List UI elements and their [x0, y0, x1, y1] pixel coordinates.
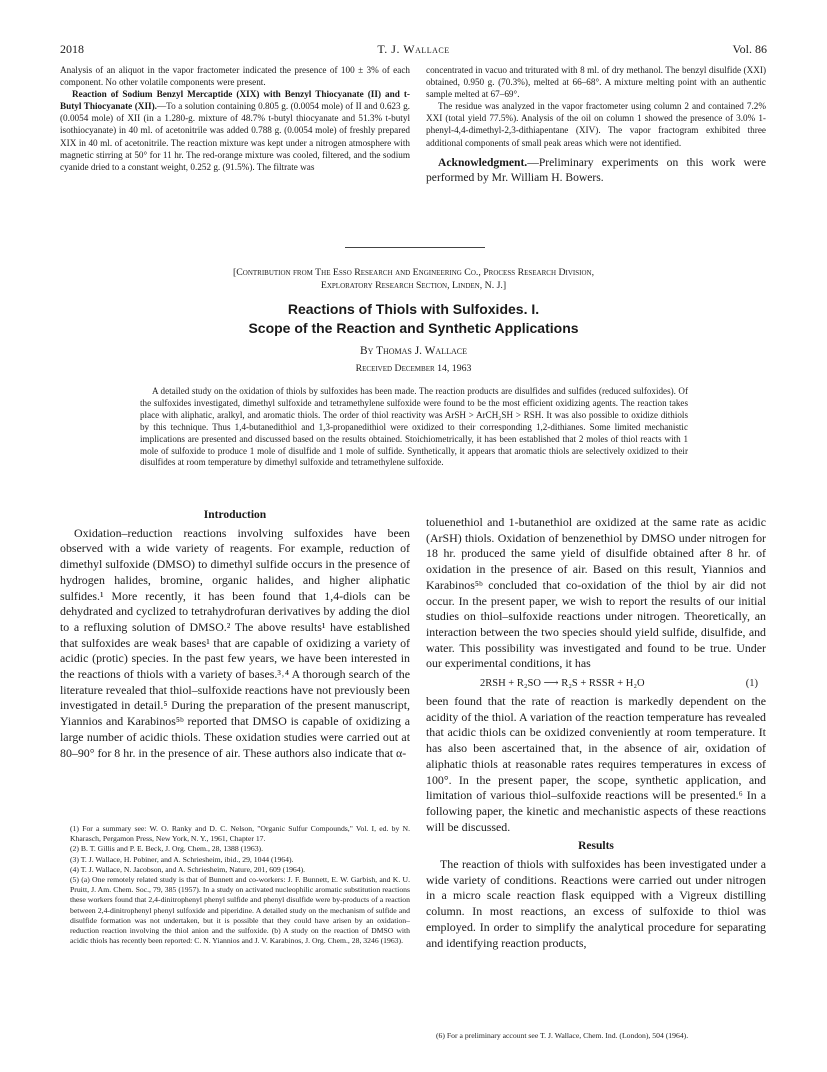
introduction-heading: Introduction	[203, 509, 267, 521]
equation-text: 2RSH + R₂SO ⟶ R₂S + RSSR + H₂O	[480, 678, 645, 690]
footnote-2: (2) B. T. Gillis and P. E. Beck, J. Org. Chem., 28, 1388 (1963).	[70, 844, 264, 854]
prev-article-left-column	[60, 64, 410, 173]
footnote-3: (3) T. J. Wallace, H. Pobiner, and A. Schriesheim, ibid., 29, 1044 (1964).	[70, 854, 294, 864]
article-separator	[345, 247, 485, 248]
results-text: The reaction of thiols with sulfoxides has been investigated under a wide variety of conditions. Reactions were carried out under nitrogen in a micro scale reaction flask equipped with a Vigreux distilling column. In most reactions, an excess of sulfoxide to thiol was employed. In order to simplify the analytical procedure for separating and identifying reaction products,	[426, 857, 766, 950]
introduction-text: Oxidation–reduction reactions involving sulfoxides have been observed with a wide variety of reagents. For example, reduction of dimethyl sulfoxide (DMSO) to dimethyl sulfide occurs in the presence of hydrogen halides, bromine, organic halides, and higher aliphatic sulfides.¹ More recently, it has been found that 1,4-diols can be dehydrated and cyclized to tetrahydrofuran derivatives by adding the diol to a refluxing solution of DMSO.² The above results¹ have established that sulfoxides are weak bases¹ that are capable of oxidizing a variety of acidic (protic) species. In the past few years, we have been interested in the reactions of thiols with a variety of bases.³˒⁴ A thorough search of the literature revealed that thiol–sulfoxide reactions have not previously been investigated in detail.⁵ During the preparation of the present manuscript, Yiannios and Karabinos⁵ᵇ reported that DMSO is capable of oxidizing a large number of acidic thiols. These oxidation studies were carried out at 80–90° for 8 hr. in the presence of air. These authors also indicate that α-	[60, 525, 410, 760]
prev-right-paragraph-2: The residue was analyzed in the vapor fractometer using column 2 and contained 7.2% XXI (total yield 77.5%). Analysis of the oil on column 1 showed the presence of 3.0% 1-phenyl-4,4-dimethyl-2,3-dithiapentane (XIV). The vapor fractogram exhibited three additional components of small peak areas which were not identified.	[426, 101, 766, 148]
footnote-6: (6) For a preliminary account see T. J. Wallace, Chem. Ind. (London), 504 (1964).	[436, 1031, 689, 1040]
prev-left-reaction-body: —To a solution containing 0.805 g. (0.0054 mole) of II and 0.623 g. (0.0054 mole) of XII (in a 1.280-g. mixture of 48.7% t-butyl thiocyanate and 51.3% t-butyl isothiocyanate) in 40 ml. of acetonitrile was added 0.788 g. (0.0054 mole) of freshly prepared XIX in 40 ml. of acetonitrile. The reaction mixture was kept under a nitrogen atmosphere with magnetic stirring at 50° for 11 hr. The red-orange mixture was cooled, filtered, and the sodium cyanide dried to a constant weight, 0.252 g. (91.5%). The filtrate was	[60, 101, 410, 172]
prev-article-right-column	[426, 64, 766, 186]
contribution-line-2: Exploratory Research Section, Linden, N. J.]	[320, 279, 507, 291]
main-left-column	[60, 508, 410, 761]
article-title-line-2: Scope of the Reaction and Synthetic Applications	[248, 320, 579, 336]
article-title-line-1: Reactions of Thiols with Sulfoxides. I.	[287, 301, 540, 317]
footnote-5: (5) (a) One remotely related study is that of Bunnett and co-workers: J. F. Bunnett, E. W. Garbish, and K. U. Pruitt, J. Am. Chem. Soc., 79, 385 (1957). In a study on activated nucleophilic aromatic substitution reactions these workers found that 2,4-dinitrophenyl phenyl sulfide and phenyl disulfide were by-products of a reaction between 2,4-dinitrophenyl phenyl sulfoxide and piperidine. A detailed study on the mechanism of sulfide and disulfide formation was not undertaken, but it is possible that they could have arisen by an oxidation–reduction reaction involving the thiol anion and the sulfoxide. (b) A study on the reaction of DMSO with acidic thiols has recently been reported: C. N. Yiannios and J. V. Karabinos, J. Org. Chem., 28, 3246 (1963).	[70, 875, 410, 946]
footnotes-left	[60, 824, 410, 946]
right-paragraph-1: toluenethiol and 1-butanethiol are oxidized at the same rate as acidic (ArSH) thiols. Oxidation of benzenethiol by DMSO under nitrogen for 18 hr. produced the same yield of disulfide obtained after 8 hr. of oxidation in the presence of air. Based on this result, Yiannios and Karabinos⁵ᵇ concluded that co-oxidation of the thiol by air did not occur. In the present paper, we wish to report the results of our initial studies on thiol–sulfoxide reactions under nitrogen. Theoretically, an interaction between the two species should yield sulfide, disulfide, and water. This possibility was investigated and found to be true. Under our experimental conditions, it has	[426, 515, 766, 671]
equation-1	[426, 672, 766, 694]
footnotes-right	[426, 1031, 766, 1041]
right-paragraph-2: been found that the rate of reaction is markedly dependent on the acidity of the thiol. A variation of the reaction temperature has revealed that acidic thiols can be oxidized conveniently at room temperature. It has also been ascertained that, in the absence of air, oxidation of aliphatic thiols at reasonable rates requires temperatures in excess of 100°. In the present paper, the scope, synthetic application, and limitation of various thiol–sulfoxide reactions will be presented.⁶ In a following paper, the kinetic and mechanistic aspects of these reactions will be discussed.	[426, 694, 766, 834]
equation-number: (1)	[745, 678, 758, 690]
article-title	[60, 300, 767, 338]
footnote-4: (4) T. J. Wallace, N. Jacobson, and A. Schriesheim, Nature, 201, 609 (1964).	[70, 864, 306, 874]
main-right-column	[426, 515, 766, 951]
prev-left-paragraph-1: Analysis of an aliquot in the vapor fractometer indicated the presence of 100 ± 3% of each component. No other volatile components were present.	[60, 65, 410, 88]
contribution-line-1: [Contribution from The Esso Research and Engineering Co., Process Research Division,	[232, 267, 595, 278]
contribution-note	[60, 267, 767, 292]
footnote-1: (1) For a summary see: W. O. Ranky and D. C. Nelson, "Organic Sulfur Compounds," Vol. I, ed. by N. Kharasch, Pergamon Press, New York, N. Y., 1961, Chapter 17.	[70, 824, 410, 844]
received-date: Received December 14, 1963	[355, 363, 472, 374]
abstract	[140, 386, 688, 469]
prev-left-reaction-heading: Reaction of Sodium Benzyl Mercaptide (XIX) with Benzyl Thiocyanate (II) and t-Butyl Thiocyanate (XII).	[60, 89, 410, 112]
article-author: By Thomas J. Wallace	[360, 345, 467, 357]
volume-label: Vol. 86	[732, 42, 767, 56]
results-heading: Results	[578, 840, 614, 853]
prev-right-paragraph-1: concentrated in vacuo and triturated with 8 ml. of dry methanol. The benzyl disulfide (XXI) obtained, 0.950 g. (70.3%), melted at 66–68°. A mixture melting point with an authentic sample melted at 67–69°.	[426, 65, 766, 100]
running-title: T. J. Wallace	[377, 42, 450, 56]
acknowledgment-body: —Preliminary experiments on this work were performed by Mr. William H. Bowers.	[426, 155, 766, 185]
acknowledgment-heading: Acknowledgment.	[438, 155, 528, 169]
abstract-text: A detailed study on the oxidation of thiols by sulfoxides has been made. The reaction products are disulfides and sulfides (reduced sulfoxides). Of the sulfoxides investigated, dimethyl sulfoxide and tetramethylene sulfoxide were found to be the most efficient oxidizing agents. The reaction takes place with aliphatic, aralkyl, and aromatic thiols. The order of thiol reactivity was ArSH > ArCH₂SH > RSH. It was also possible to oxidize dithiols by this technique. Thus 1,4-butanedithiol and 1,3-propanedithiol were oxidized to their corresponding 1,2-dithianes. Some limited mechanistic implications are presented and discussed based on the results obtained. Stoichiometrically, it has been established that 2 moles of thiol reacts with 1 mole of sulfoxide to produce 1 mole of disulfide and 1 mole of sulfide. Synthetically, it appears that aromatic thiols are selectively oxidized to their disulfides at room temperature by dimethyl sulfoxide and tetramethylene sulfoxide.	[140, 386, 688, 468]
page-number: 2018	[60, 42, 84, 56]
